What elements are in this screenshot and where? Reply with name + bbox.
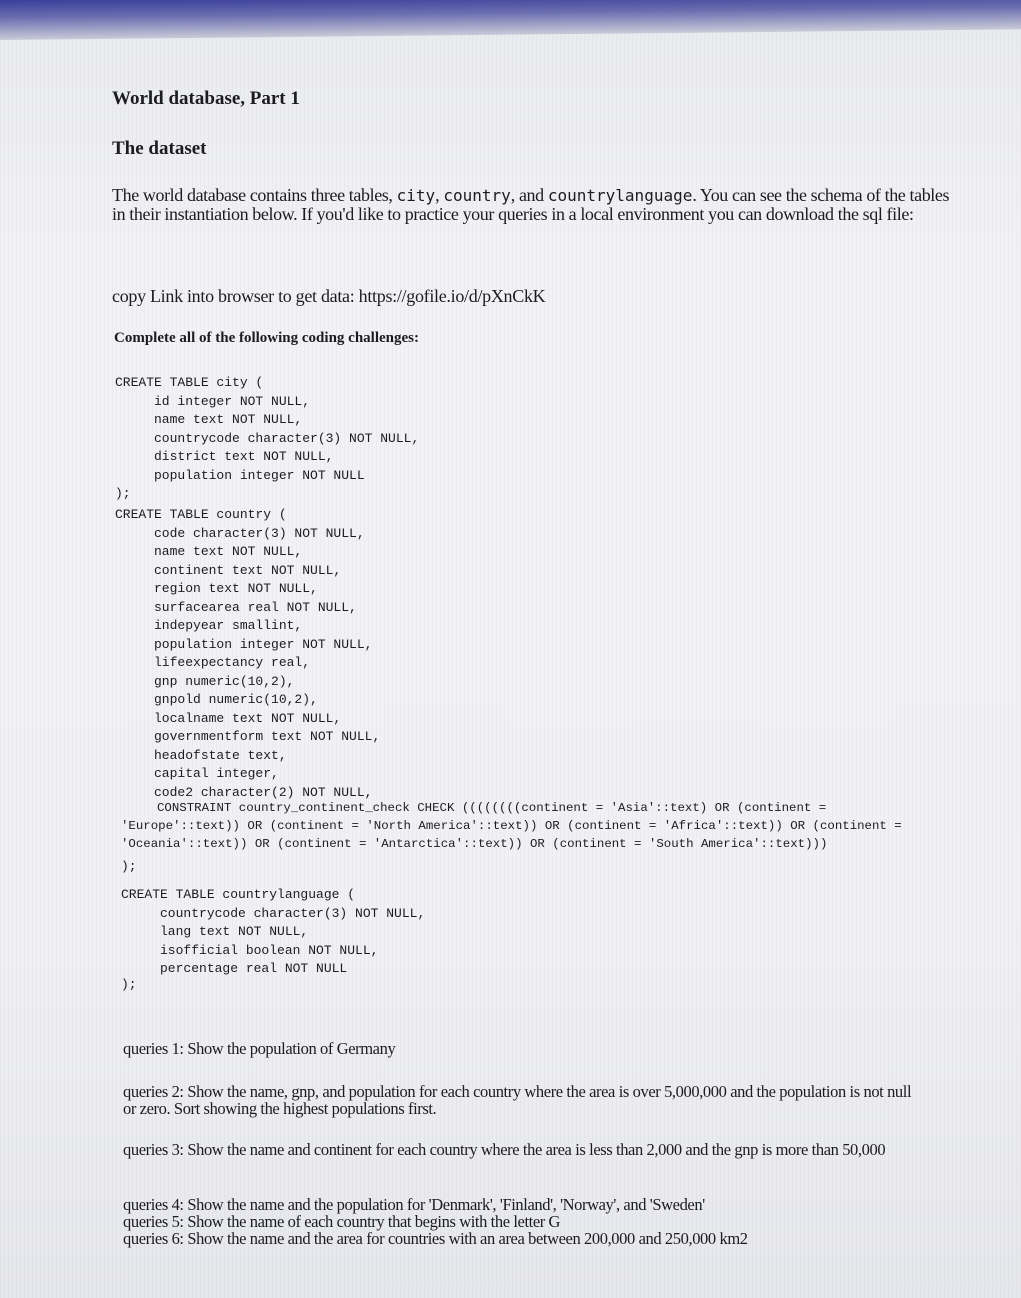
intro-text-start: The world database contains three tables,	[112, 185, 397, 205]
query-4: queries 4: Show the name and the population for 'Denmark', 'Finland', 'Norway', and 'Sweden'	[123, 1195, 705, 1214]
table-name-city: city	[396, 186, 436, 205]
intro-text-end: . You can see the schema of the tables in their instantiation below. If you'd like to practice your queries in a local environment you can download the sql file:	[112, 185, 950, 224]
table-name-country: country	[443, 186, 511, 205]
country-constraint-sql	[121, 799, 921, 853]
queries-4-6	[123, 1196, 923, 1247]
intro-sep-1: ,	[435, 185, 444, 205]
countrylanguage-table-sql: CREATE TABLE countrylanguage ( countrycode character(3) NOT NULL, lang text NOT NULL, isofficial boolean NOT NULL, percentage real NOT NULL	[121, 887, 426, 976]
query-1: queries 1: Show the population of Germany	[123, 1039, 396, 1058]
page-title: World database, Part 1	[112, 88, 300, 109]
data-link-line: copy Link into browser to get data: https://gofile.io/d/pXnCkK	[112, 286, 546, 306]
query-5: queries 5: Show the name of each country that begins with the letter G	[123, 1212, 561, 1231]
city-table-sql: CREATE TABLE city ( id integer NOT NULL, name text NOT NULL, countrycode character(3) NOT NULL, district text NOT NULL, population integer NOT NULL );	[115, 375, 420, 501]
country-table-close: );	[121, 859, 137, 874]
section-heading-dataset: The dataset	[112, 138, 207, 159]
intro-sep-2: , and	[510, 185, 548, 205]
query-2: queries 2: Show the name, gnp, and population for each country where the area is over 5,000,000 and the population is not null or zero. Sort showing the highest populations first.	[123, 1082, 912, 1118]
country-table-sql: CREATE TABLE country ( code character(3) NOT NULL, name text NOT NULL, continent text NOT NULL, region text NOT NULL, surfacearea real NOT NULL, indepyear smallint, population integer NOT NULL, lifeexpectancy real, gnp numeric(10,2), gnpold numeric(10,2), localname text NOT NULL, governmentform text NOT NULL, headofstate text, capital integer, code2 character(2) NOT NULL,	[115, 507, 381, 800]
table-name-countrylanguage: countrylanguage	[547, 186, 693, 205]
challenges-heading: Complete all of the following coding challenges:	[114, 330, 419, 346]
intro-paragraph	[112, 186, 962, 224]
countrylanguage-table-close: );	[121, 977, 137, 992]
constraint-text: CONSTRAINT country_continent_check CHECK ((((((((continent = 'Asia'::text) OR (continent = 'Europe'::text)) OR (continent = 'North America'::text)) OR (continent = 'Africa'::text)) OR (continent = 'Oceania'::text)) OR (continent = 'Antarctica'::text)) OR (continent = 'South America'::text)))	[121, 801, 902, 851]
query-6: queries 6: Show the name and the area for countries with an area between 200,000 and 250,000 km2	[123, 1229, 748, 1248]
query-3: queries 3: Show the name and continent for each country where the area is less than 2,000 and the gnp is more than 50,000	[123, 1140, 886, 1159]
